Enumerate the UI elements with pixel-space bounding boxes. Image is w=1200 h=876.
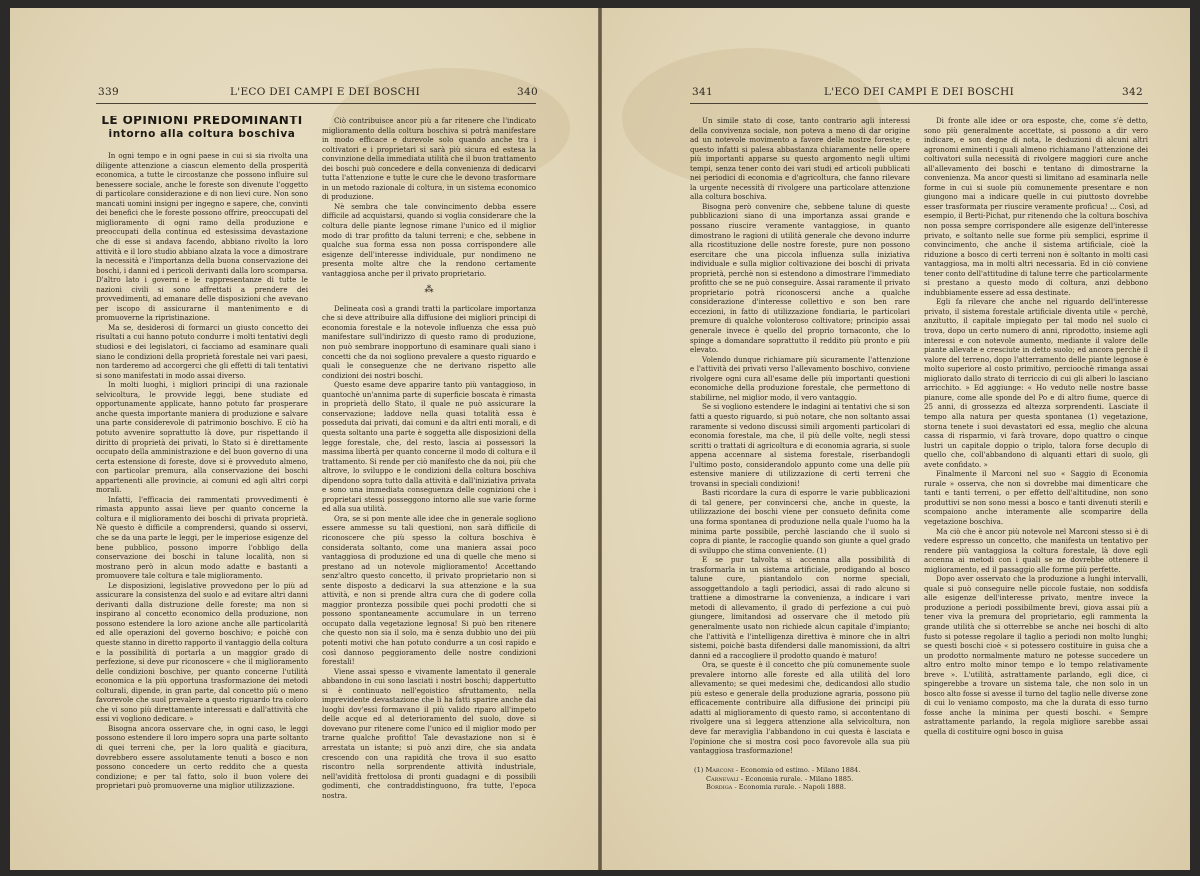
footnote-author: Marconi	[705, 766, 734, 774]
paragraph: Ma se, desiderosi di formarci un giusto concetto dei risultati a cui hanno potuto condurre i molti tentativi degli studiosi e dei legislatori, ci facciamo ad esaminare quali siano le condizioni della proprietà forestale nei vari paesi, non tarderemo ad accorgerci che gli effetti di tali tentativi si sono manifestati in modo assai diverso.	[96, 322, 308, 380]
paragraph: In ogni tempo e in ogni paese in cui si sia rivolta una diligente attenzione a ciascun elemento della prosperità economica, a tutte le circostanze che possono influire sul benessere sociale, anche le foreste son divenute l'oggetto di particolare considerazione e di non lievi cure. Non sono mancati uomini insigni per ingegno e sapere, che, convinti dei benefici che le foreste possono offrire, preoccupati del miglioramento di ogni ramo della produzione e preoccupati della continua ed estesissima devastazione che di esse si andava facendo, abbiano rivolto la loro attività e il loro studio abbiano alzata la voce a dimostrare la necessità e l'importanza della buona conservazione dei boschi, i danni ed i pericoli derivanti dalla loro scomparsa. D'altro lato i governi e le rappresentanze di tutte le nazioni civili si sono affrettati a prendere dei provvedimenti, ad emanare delle disposizioni che avevano per iscopo di assicurarne il mantenimento e di promuoverne la ripristinazione.	[96, 151, 308, 323]
paragraph: Volendo dunque richiamare più sicuramente l'attenzione e l'attività dei privati verso l'allevamento boschivo, conviene rivolgere ogni cura all'esame delle più importanti questioni economiche della produzione forestale, che permettono di stabilirne, nel miglior modo, il vero vantaggio.	[690, 354, 910, 402]
paragraph: Nè sembra che tale convincimento debba essere difficile ad acquistarsi, quando si voglia considerare che la coltura delle piante legnose rimane l'unico ed il miglior modo di trar profitto da taluni terreni; e che, sebbene in qualche sua forma essa non possa corrispondere alle esigenze dell'interesse individuale, pur nondimeno ne presenta molte altre che la rendono certamente vantaggiosa anche per il privato proprietario.	[322, 201, 536, 278]
header-rule	[96, 103, 536, 104]
running-title: L'ECO DEI CAMPI E DEI BOSCHI	[230, 86, 421, 98]
footnote-text: - Economia ed estimo. - Milano 1884.	[735, 766, 861, 774]
paragraph: Bisogna ancora osservare che, in ogni caso, le leggi possono estendere il loro impero sopra una parte soltanto di quei terreni che, per la loro qualità e giacitura, dovrebbero essere assolutamente tenuti a bosco e non possono concedere un certo reddito che a questa condizione; e per tal fatto, solo il buon volere dei proprietari può promuoverne una miglior utilizzazione.	[96, 723, 308, 791]
right-page	[602, 8, 1190, 870]
paragraph: Egli fa rilevare che anche nel riguardo dell'interesse privato, il sistema forestale artificiale diventa utile « perchè, anzitutto, il capitale impiegato per tal modo nel suolo ci trova, dopo un certo numero di anni, riprodotto, insieme agli interessi e con notevole aumento, mediante il valore delle piante allevate e cresciute in detto suolo; ed ancora perchè il valore del terreno, dopo l'atterramento delle piante legnose è molto superiore al costo primitivo, percioochè rimanga assai migliorato dallo strato di terriccio di cui gli alberi lo lasciano arricchito. » Ed aggiunge: « Ho veduto nelle nostre basse pianure, come alle sponde del Po e di altro fiume, querce di 25 anni, di grossezza ed altezza sorprendenti. Lasciate il tempo alla natura per questa spontanea (1) vegetazione, storna tenete i suoi devastatori ed essa, meglio che alcuna cassa di risparmio, vi farà trovare, dopo quattro o cinque lustri un capitale doppio o triplo, talora forse decuplo di quello che, coll'abbandono di alquanti ettari di suolo, gli avete confidato. »	[924, 297, 1148, 469]
page-number: 339	[98, 86, 119, 98]
paragraph: Bisogna però convenire che, sebbene talune di queste pubblicazioni siano di una importanza assai grande e possano riuscire veramente vantaggiose, in quanto dimostrano le ragioni di utilità generale che devono indurre alla ricostituzione delle nostre foreste, pure non possono esercitare che una piccola influenza sulla iniziativa individuale e sulla miglior coltivazione dei boschi di privata proprietà, perchè non si estendono a dimostrare l'immediato profitto che se ne può conseguire. Assai raramente il privato proprietario potrà riconoscersi anche a qualche considerazione d'interesse collettivo e son ben rare eccezioni, in fatto di utilizzazione fondiaria, le particolari premure di qualche volonteroso coltivatore; principio assai generale invece è quello del proprio tornaconto, che lo spinge a domandare soprattutto il reddito più pronto e più elevato.	[690, 201, 910, 355]
paragraph: Un simile stato di cose, tanto contrario agli interessi della convivenza sociale, non poteva a meno di dar origine ad un notevole movimento a favore delle nostre foreste; e questo infatti si palesa abbastanza chiaramente nelle opere più importanti apparse su questo argomento negli ultimi tempi, senza tener conto dei vari studi ed articoli pubblicati nei periodici di economia e d'agricoltura, che fanno rilevare la urgente necessità di rivolgere una particolare attenzione alla coltura boschiva.	[690, 116, 910, 202]
article-title: LE OPINIONI PREDOMINANTI	[101, 116, 303, 127]
article-subtitle: intorno alla coltura boschiva	[108, 127, 296, 140]
paragraph: Viene assai spesso e vivamente lamentato il generale abbandono in cui sono lasciati i nostri boschi; dappertutto si è continuato nell'egoistico sfruttamento, nella imprevidente devastazione che li ha fatti sparire anche dai luoghi dov'essi formavano il più valido riparo all'impeto delle acque ed al deterioramento del suolo, dove si dovevano pur ritenere come l'unico ed il miglior modo per trarne qualche profitto! Tale devastazione non si è arrestata un istante; si può anzi dire, che sia andata crescendo con una rapidità che trova il suo esatto riscontro nella sorprendente attività industriale, nell'avidità frettolosa di pronti guadagni e di possibili godimenti, che contraddistinguono, fra tutte, l'epoca nostra.	[322, 666, 536, 800]
header-rule	[690, 103, 1148, 104]
footnotes	[694, 766, 910, 792]
text-column	[690, 116, 910, 756]
footnote-mark: (1)	[694, 766, 704, 774]
section-separator: ⁂	[424, 285, 434, 296]
page-number: 342	[1122, 86, 1143, 98]
footnote-text: - Economia rurale. - Milano 1885.	[740, 774, 854, 783]
magazine-spread	[10, 8, 1190, 870]
page-number: 341	[692, 86, 713, 98]
paragraph: Le disposizioni, legislative provvedono per lo più ad assicurare la consistenza del suolo e ad evitare altri danni derivanti dalla distruzione delle foreste; ma non si inspirano al concetto economico della produzione, non possono estendere la loro azione anche alle particolarità ed alle operazioni del governo boschivo; e poichè con queste stanno in diretto rapporto il vantaggio della coltura e la possibilità di portarla a un maggior grado di perfezione, si deve pur riconoscere « che il miglioramento delle condizioni boschive, per quanto concerne l'utilità economica e la più opportuna trasformazione dei metodi colturali, dipende, in gran parte, dal concetto più o meno favorevole che suol prevalere a questo riguardo tra coloro che vi sono più direttamente interessati e dall'attività che essi vi vogliono dedicare. »	[96, 580, 308, 724]
left-page	[10, 8, 598, 870]
paragraph: Infatti, l'efficacia dei rammentati provvedimenti è rimasta appunto assai lieve per quanto concerne la coltura e il miglioramento dei boschi di privata proprietà. Nè questo è difficile a comprendersi, quando si osservi, che se da una parte le leggi, per le imperiose esigenze del bene pubblico, possono imporre l'obbligo della conservazione dei boschi in talune località, non si mostrano però in alcun modo adatte e bastanti a promuovere tale coltura e tale miglioramento.	[96, 494, 308, 581]
footnote	[694, 775, 910, 784]
text-column	[96, 116, 308, 856]
text-column	[322, 116, 536, 856]
footnote-author: Carnevali	[706, 774, 739, 783]
paragraph: Questo esame deve apparire tanto più vantaggioso, in quantochè un'annima parte di superficie boscata è rimasta in proprietà dello Stato, il quale ne può assicurare la conservazione; laddove nella quasi totalità essa è posseduta dai privati, dai comuni e da altri enti morali, e di questa soltanto una parte è soggetta alle disposizioni della legge forestale, che, del resto, lascia ai possessori la massima libertà per quanto concerne il modo di coltura e il trattamento. Si rende per ciò manifesto che da noi, più che altrove, lo sviluppo e le condizioni della coltura boschiva dipendono sopra tutto dalla attività e dall'iniziativa privata e sono una immediata conseguenza delle cognizioni che i proprietari stessi posseggono intorno alle sue varie forme ed alla sua utilità.	[322, 380, 536, 514]
paragraph: Ora, se queste è il concetto che più comunemente suole prevalere intorno alle foreste ed alla utilità del loro allevamento; se quei medesimi che, dedicandosi allo studio più esteso e generale della produzione agraria, possono più efficacemente contribuire alla diffusione dei principi più adatti al miglioramento di questo ramo, si accontentano di rivolgere una sì leggera attenzione alla selvicoltura, non deve far meraviglia l'abbandono in cui questa è lasciata e l'opinione che si mostra così poco favorevole alla sua più vantaggiosa trasformazione!	[690, 660, 910, 756]
footnote-author: Bordiga	[706, 783, 733, 791]
paragraph: In molti luoghi, i migliori principi di una razionale selvicoltura, le provvide leggi, bene studiate ed opportunamente applicate, hanno potuto far prosperare anche questa importante maniera di produzione e salvare una parte considerevole di patrimonio boschivo. E ciò ha potuto avvenire soprattutto là dove, pur rispettando il diritto di proprietà dei privati, lo Stato si è direttamente occupato della amministrazione e del buon governo di una certa estensione di foreste, dove si è provveduto almeno, con particolar premura, alla conservazione dei boschi appartenenti alle provincie, ai comuni ed agli altri corpi morali.	[96, 380, 308, 495]
paragraph: Se si vogliono estendere le indagini ai tentativi che si son fatti a questo riguardo, si può notare, che non soltanto assai raramente si vedono discussi simili argomenti particolari di economia forestale, ma che, il più delle volte, negli stessi scritti o trattati di agricoltura e di economia agraria, si suole appena accennare al sistema forestale, riserbandogli l'ultimo posto, considerandolo appunto come una delle più estensive maniere di utilizzazione di certi terreni che trovansi in speciali condizioni!	[690, 402, 910, 488]
paragraph: Basti ricordare la cura di esporre le varie pubblicazioni di tal genere, per convincersi che, anche in queste, la utilizzazione dei boschi viene per consueto definita come una forma spontanea di produzione nella quale l'uomo ha la minima parte possibile, perchè lasciando che il suolo si copra di piante, le raccoglie quando son giunte a quel grado di sviluppo che stima conveniente. (1)	[690, 488, 910, 555]
footnote	[694, 783, 910, 792]
paragraph: Ora, se si pon mente alle idee che in generale sogliono essere ammesse su tali questioni, non sarà difficile di riconoscere che più spesso la coltura boschiva è considerata soltanto, come una maniera assai poco vantaggiosa di produzione ed una di quelle che meno si prestano ad un notevole miglioramento! Accettando senz'altro questo concetto, il privato proprietario non si sente disposto a dedicarvi la sua attenzione e la sua attività, e non si prende altra cura che di godere colla maggior prontezza possibile quei pochi prodotti che si possono spontaneamente accumulare in un terreno occupato dalla vegetazione legnosa! Si può ben ritenere che questo non sia il solo, ma è senza dubbio uno dei più potenti motivi che han potuto condurre a un così rapido e così dannoso peggioramento delle nostre condizioni forestali!	[322, 513, 536, 667]
paragraph: Di fronte alle idee or ora esposte, che, come s'è detto, sono più generalmente accettate, si possono a dir vero indicare, e son degne di nota, le deduzioni di alcuni altri agronomi eminenti i quali almeno richiamano l'attenzione dei coltivatori sulla necessità di rivolgere maggiori cure anche all'allevamento dei boschi e tentano di dimostrarne la convenienza. Ma ancor questi si limitano ad esaminarla nelle forme in cui si suole più comunemente presentare e non giungono mai a indicare quelle in cui piuttosto dovrebbe esser trasformata per riuscire veramente proficua! ... Così, ad esempio, il Berti-Pichat, pur ritenendo che la coltura boschiva non possa sempre corrispondere alle esigenze dell'interesse privato, e soltanto nelle sue forme più semplici, esprime il convincimento, che anche il sistema artificiale, cioè la riduzione a bosco di certi terreni non è soltanto in molti casi vantaggiosa, ma in molti altri necessaria. Ed in ciò conviene tener conto dell'attitudine di talune terre che particolarmente si prestano a questo modo di coltura, anzi debbono indubbiamente essere ad essa destinate.	[924, 116, 1148, 297]
paragraph: Ciò contribuisce ancor più a far ritenere che l'indicato miglioramento della coltura boschiva si potrà manifestare in modo efficace e durevole solo quando anche tra i coltivatori e i proprietari si sarà più sicura ed estesa la convinzione della immediata utilità che il buon trattamento dei boschi può concedere e della convenienza di dedicarvi tutta l'attenzione e tutte le cure che le devono trasformare in un metodo razionale di coltura, in un sistema economico di produzione.	[322, 116, 536, 202]
running-title: L'ECO DEI CAMPI E DEI BOSCHI	[824, 86, 1015, 98]
paragraph: E se pur talvolta si accenna alla possibilità di trasformarla in un sistema artificiale, prodigando al bosco talune cure, piantandolo con norme speciali, assoggettandolo a tagli periodici, assai di rado alcuno si trattiene a dimostrarne la convenienza, a indicare i vari metodi di allevamento, il grado di perfezione a cui può giungere, limitandosi ad osservare che il metodo più generalmente usato non richiede alcun capitale d'impianto; che l'attività e l'intelligenza direttiva è minore che in altri sistemi, poichè basta difendersi dalle manomissioni, da altri danni ed a raccogliere il prodotto quando è maturo!	[690, 555, 910, 660]
text-column	[924, 116, 1148, 856]
paragraph: Delineata così a grandi tratti la particolare importanza che si deve attribuire alla diffusione dei migliori principi di economia forestale e la notevole influenza che essa può manifestare sull'indirizzo di questo ramo di produzione, non può sembrare inopportuno di esaminare quali siano i concetti che da noi sogliono prevalere a questo riguardo e quali le conseguenze che ne derivano rispetto alle condizioni dei nostri boschi.	[322, 303, 536, 380]
footnote	[694, 766, 910, 775]
footnote-text: - Economia rurale. - Napoli 1888.	[734, 783, 846, 791]
paragraph: Ma ciò che è ancor più notevole nel Marconi stesso si è di vedere espresso un concetto, che manifesta un tentativo per rendere più vantaggiosa la coltura forestale, là dove egli accenna ai metodi con i quali se ne dovrebbe ottenere il miglioramento, ed il passaggio alle forme più perfette.	[924, 526, 1148, 574]
page-number: 340	[517, 86, 538, 98]
paragraph: Finalmente il Marconi nel suo « Saggio di Economia rurale » osserva, che non si dovrebbe mai dimenticare che tanti e tanti terreni, o per effetto dell'altitudine, non sono produttivi se non sono messi a bosco e tanti divenuti sterili e scompaiono anche interamente alle scomparire della vegetazione boschiva.	[924, 469, 1148, 526]
paragraph: Dopo aver osservato che la produzione a lunghi intervalli, quale si può conseguire nelle piccole fustaie, non soddisfa alle esigenze dell'interesse privato, mentre invece la produzione a periodi possibilmente brevi, giova assai più a tener viva la premura del proprietario, egli rammenta la grande utilità che si otterrebbe se anche nei boschi di alto fusto si potesse regolare il taglio a periodi non molto lunghi; se questi boschi cioè « si potessero costituire in guisa che a un prodotto normalmente maturo ne potesse succedere un altro entro molto minor tempo e lo tempo relativamente breve ». L'utilità, astrattamente parlando, egli dice, ci spingerebbe a trovare un sistema tale, che non solo in un bosco alto fosse si avesse il turno del taglio nelle diverse zone di cui lo veniamo composto, ma che la durata di esso turno fosse anche la minima per questi boschi. « Sempre astrattamente parlando, la regola migliore sarebbe assai quella di costituire ogni bosco in guisa	[924, 574, 1148, 736]
